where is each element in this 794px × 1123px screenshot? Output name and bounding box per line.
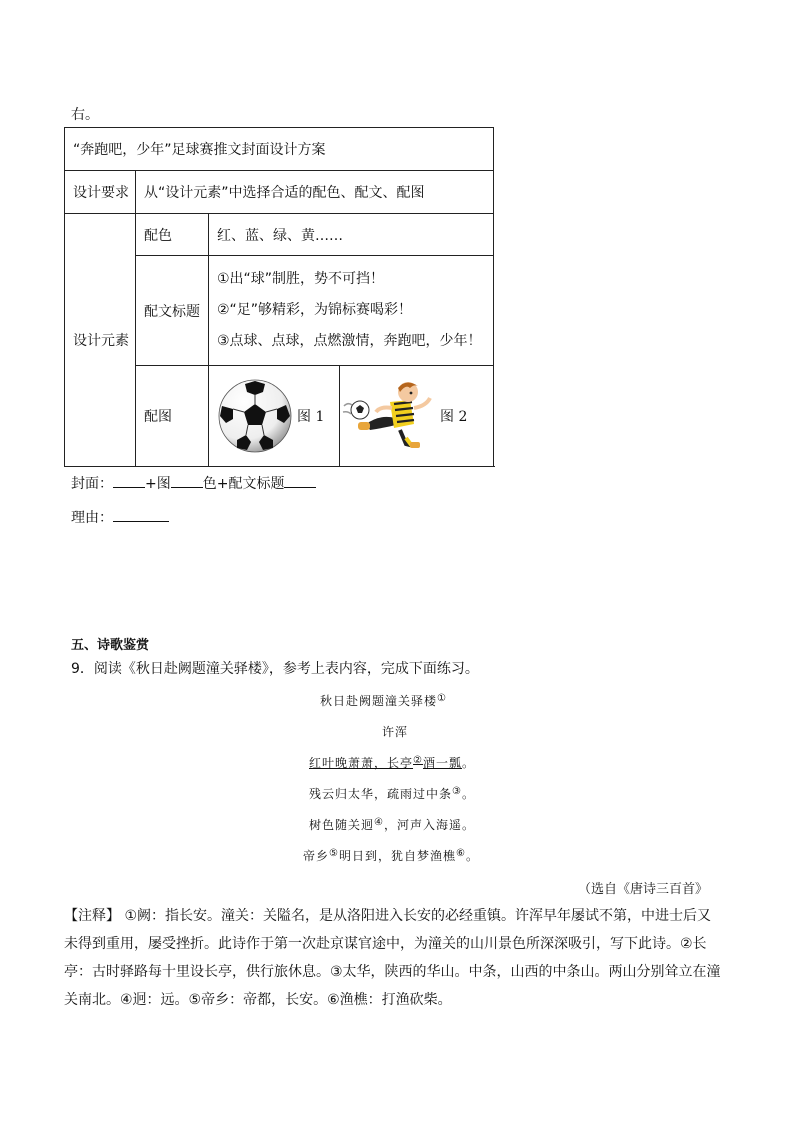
cover-prefix: 封面：: [71, 476, 113, 492]
cover-line: [71, 473, 316, 493]
caption-2: ②“足”够精彩，为锦标赛喝彩！: [217, 302, 413, 318]
poem-line-4-end: 。: [465, 849, 479, 863]
poem-line-4-note2: ⑥: [456, 848, 466, 859]
poem-line-1: [309, 754, 475, 771]
poem-line-3-note: ④: [374, 817, 384, 828]
figure1-cell: [209, 366, 340, 467]
soccer-player-icon: [340, 378, 436, 454]
poem-author: 许浑: [382, 725, 409, 739]
poem-line-2-text: 残云归太华，疏雨过中条: [309, 787, 453, 801]
reason-line: [71, 507, 169, 527]
cover-blank-3[interactable]: [284, 473, 316, 488]
section-title: 五、诗歌鉴赏: [71, 638, 150, 653]
req-label: 设计要求: [65, 171, 136, 214]
poem-line-2-end: 。: [461, 787, 475, 801]
poem-title-note: ①: [437, 693, 447, 704]
header-fragment: 右。: [71, 107, 99, 123]
poem-line-3-a: 树色随关迥: [309, 818, 375, 832]
soccer-ball-icon: [217, 378, 293, 454]
poem-line-4-b: 明日到，犹自梦渔樵: [338, 849, 456, 863]
caption-label: 配文标题: [136, 256, 209, 366]
poem-line-1-note: ②: [413, 755, 423, 766]
figure1-label: 图 1: [297, 409, 325, 425]
poem-line-3: [309, 816, 475, 833]
req-text: 从“设计元素”中选择合适的配色、配文、配图: [136, 171, 494, 214]
poem-line-1-end: 。: [462, 756, 476, 770]
figure2-cell: [340, 366, 494, 467]
poem-line-4: [303, 847, 479, 864]
design-table: [64, 127, 494, 467]
poem-line-3-b: ，河声入海遥。: [383, 818, 475, 832]
cover-blank-2[interactable]: [171, 473, 203, 488]
reason-blank[interactable]: [113, 507, 169, 522]
caption-1: ①出“球”制胜，势不可挡！: [217, 271, 385, 287]
poem-line-1-a: 红叶晚萧萧，长亭: [309, 756, 414, 770]
elements-label: 设计元素: [65, 214, 136, 467]
color-label: 配色: [136, 214, 209, 256]
poem-line-1-b: 酒一瓢: [422, 756, 462, 770]
reason-label: 理由：: [71, 510, 113, 526]
figure2-label: 图 2: [440, 409, 468, 425]
poem-line-4-a: 帝乡: [303, 849, 330, 863]
notes-text: 【注释】 ①阙：指长安。潼关：关隘名，是从洛阳进入长安的必经重镇。许浑早年屡试不第，中进士后又未得到重用，屡受挫折。此诗作于第一次赴京谋官途中，为潼关的山川景色所深深吸引，写下此诗。②长亭：古时驿路每十里设长亭，供行旅休息。③太华，陕西的华山。中条，山西的中条山。两山分别耸立在潼关南北。④迥：远。⑤帝乡：帝都，长安。⑥渔樵：打渔砍柴。: [64, 908, 721, 1008]
poem-line-2-note: ③: [452, 786, 462, 797]
cover-color-suffix: 色+配文标题: [202, 476, 285, 492]
poem-line-2: [309, 785, 475, 802]
color-value: 红、蓝、绿、黄……: [209, 214, 494, 256]
captions-cell: [209, 256, 494, 366]
notes-paragraph: [64, 902, 724, 1014]
caption-3: ③点球、点球，点燃激情，奔跑吧，少年！: [217, 333, 482, 349]
cover-blank-1[interactable]: [113, 473, 145, 488]
table-title: “奔跑吧，少年”足球赛推文封面设计方案: [65, 128, 494, 171]
poem-title: [320, 692, 447, 709]
poem-title-text: 秋日赴阙题潼关驿楼: [320, 694, 438, 708]
poem-source: （选自《唐诗三百首》: [578, 882, 709, 897]
poem-line-4-note: ⑤: [329, 848, 339, 859]
question-text: 9．阅读《秋日赴阙题潼关驿楼》，参考上表内容，完成下面练习。: [71, 661, 479, 677]
image-label: 配图: [136, 366, 209, 467]
cover-plus-fig: +图: [145, 476, 171, 492]
